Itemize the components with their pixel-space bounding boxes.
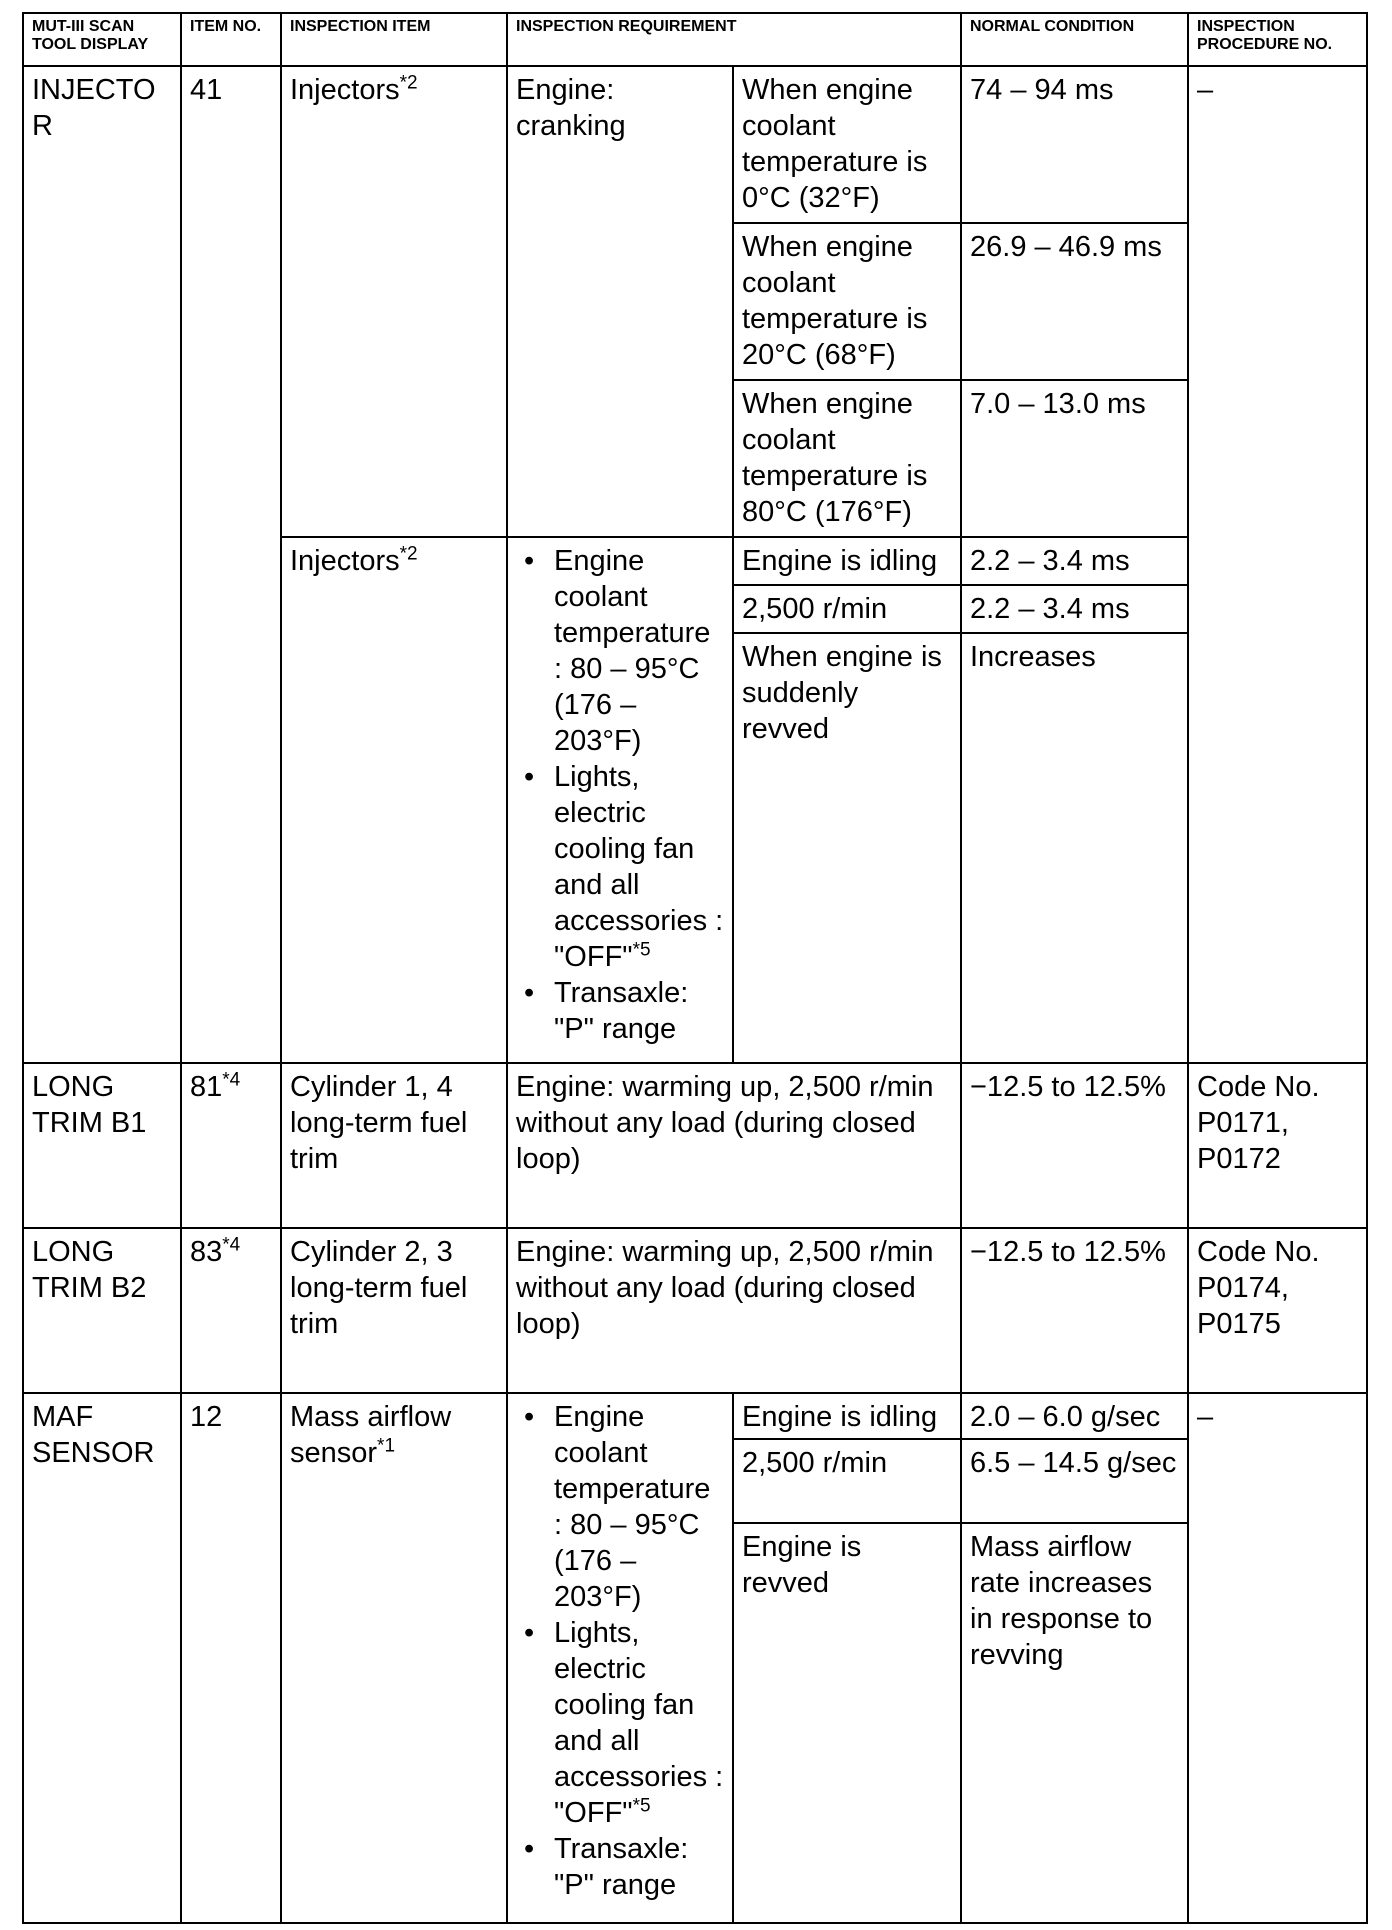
footnote-number: 5 (639, 939, 651, 961)
injector-item-cell-a (281, 66, 507, 537)
injector-item-text: Injectors (290, 74, 400, 106)
maf-procedure-cell: – (1188, 1393, 1367, 1923)
header-inspection-requirement: INSPECTION REQUIREMENT (507, 13, 961, 66)
bullet-icon: • (524, 977, 535, 1009)
footnote-marker: * (632, 1795, 640, 1817)
injector-normal-0c: 74 – 94 ms (961, 66, 1188, 223)
maf-normal-revved: Mass airflow rate increases in response to revving (961, 1523, 1188, 1923)
injector-display-cell: INJECTOR (23, 66, 181, 1063)
long-trim-b2-normal-cell: −12.5 to 12.5% (961, 1228, 1188, 1393)
requirement-list (516, 543, 724, 1047)
header-row (23, 13, 1367, 66)
bullet-icon: • (524, 545, 535, 577)
inspection-table-sheet (22, 12, 1366, 1922)
table-row (23, 66, 1367, 223)
footnote-ref (633, 939, 651, 960)
footnote-number: 5 (639, 1795, 651, 1817)
item-no-text: 83 (190, 1236, 223, 1268)
inspection-table (22, 12, 1368, 1924)
maf-normal-idling: 2.0 – 6.0 g/sec (961, 1393, 1188, 1439)
injector-condition-2500: 2,500 r/min (733, 585, 961, 633)
footnote-ref (400, 72, 418, 93)
long-trim-b1-display-cell: LONG TRIM B1 (23, 1063, 181, 1228)
injector-normal-2500: 2.2 – 3.4 ms (961, 585, 1188, 633)
long-trim-b1-normal-cell: −12.5 to 12.5% (961, 1063, 1188, 1228)
footnote-number: 4 (229, 1069, 241, 1091)
footnote-marker: * (399, 543, 408, 565)
footnote-marker: * (399, 72, 408, 94)
footnote-number: 4 (229, 1234, 241, 1256)
long-trim-b1-procedure-cell: Code No. P0171, P0172 (1188, 1063, 1367, 1228)
injector-condition-0c: When engine coolant temperature is 0°C (32°F) (733, 66, 961, 223)
table-row (23, 1228, 1367, 1393)
injector-condition-idling: Engine is idling (733, 537, 961, 585)
maf-item-no-cell: 12 (181, 1393, 281, 1923)
list-item (524, 759, 724, 975)
injector-condition-20c: When engine coolant temperature is 20°C (68°F) (733, 223, 961, 380)
footnote-ref (222, 1069, 240, 1090)
footnote-ref (377, 1435, 395, 1456)
requirement-transaxle: Transaxle: "P" range (554, 1833, 689, 1901)
long-trim-b2-procedure-cell: Code No. P0174, P0175 (1188, 1228, 1367, 1393)
footnote-marker: * (222, 1234, 230, 1256)
item-no-text: 81 (190, 1071, 223, 1103)
requirement-list (516, 1399, 724, 1903)
maf-item-cell (281, 1393, 507, 1923)
header-inspection-item: INSPECTION ITEM (281, 13, 507, 66)
footnote-marker: * (632, 939, 640, 961)
footnote-ref (222, 1234, 240, 1255)
requirement-transaxle: Transaxle: "P" range (554, 977, 689, 1045)
injector-requirement-list (507, 537, 733, 1063)
maf-condition-2500: 2,500 r/min (733, 1439, 961, 1523)
list-item (524, 1831, 724, 1903)
maf-requirement-list (507, 1393, 733, 1923)
header-procedure-no: INSPECTION PROCEDURE NO. (1188, 13, 1367, 66)
header-normal-condition: NORMAL CONDITION (961, 13, 1188, 66)
footnote-ref (633, 1795, 651, 1816)
requirement-lights: Lights, electric cooling fan and all accessories : "OFF" (554, 761, 724, 973)
list-item (524, 1615, 724, 1831)
footnote-number: 2 (407, 72, 418, 94)
maf-condition-revved: Engine is revved (733, 1523, 961, 1923)
long-trim-b2-item-no-cell (181, 1228, 281, 1393)
injector-normal-idling: 2.2 – 3.4 ms (961, 537, 1188, 585)
injector-condition-revved: When engine is suddenly revved (733, 633, 961, 1063)
maf-display-cell: MAF SENSOR (23, 1393, 181, 1923)
injector-item-no-cell: 41 (181, 66, 281, 1063)
bullet-icon: • (524, 1401, 535, 1433)
injector-item-cell-b (281, 537, 507, 1063)
maf-normal-2500: 6.5 – 14.5 g/sec (961, 1439, 1188, 1523)
injector-normal-80c: 7.0 – 13.0 ms (961, 380, 1188, 537)
long-trim-b1-item-cell: Cylinder 1, 4 long-term fuel trim (281, 1063, 507, 1228)
long-trim-b1-requirement-cell: Engine: warming up, 2,500 r/min without any load (during closed loop) (507, 1063, 961, 1228)
bullet-icon: • (524, 761, 535, 793)
table-row (23, 1393, 1367, 1439)
long-trim-b2-requirement-cell: Engine: warming up, 2,500 r/min without any load (during closed loop) (507, 1228, 961, 1393)
bullet-icon: • (524, 1617, 535, 1649)
injector-requirement-cranking: Engine: cranking (507, 66, 733, 537)
maf-condition-idling: Engine is idling (733, 1393, 961, 1439)
injector-procedure-cell: – (1188, 66, 1367, 1063)
bullet-icon: • (524, 1833, 535, 1865)
requirement-coolant: Engine coolant temperature : 80 – 95°C (176 – 203°F) (554, 1401, 711, 1613)
footnote-marker: * (377, 1435, 385, 1457)
table-row (23, 1063, 1367, 1228)
injector-normal-revved: Increases (961, 633, 1188, 1063)
footnote-number: 1 (384, 1435, 396, 1457)
list-item (524, 1399, 724, 1615)
requirement-lights: Lights, electric cooling fan and all accessories : "OFF" (554, 1617, 724, 1829)
requirement-coolant: Engine coolant temperature : 80 – 95°C (176 – 203°F) (554, 545, 711, 757)
long-trim-b1-item-no-cell (181, 1063, 281, 1228)
injector-condition-80c: When engine coolant temperature is 80°C (176°F) (733, 380, 961, 537)
maf-item-text: Mass airflow sensor (290, 1401, 452, 1469)
header-item-no: ITEM NO. (181, 13, 281, 66)
long-trim-b2-display-cell: LONG TRIM B2 (23, 1228, 181, 1393)
injector-item-text: Injectors (290, 545, 400, 577)
footnote-ref (400, 543, 418, 564)
footnote-marker: * (222, 1069, 230, 1091)
list-item (524, 543, 724, 759)
long-trim-b2-item-cell: Cylinder 2, 3 long-term fuel trim (281, 1228, 507, 1393)
injector-normal-20c: 26.9 – 46.9 ms (961, 223, 1188, 380)
list-item (524, 975, 724, 1047)
footnote-number: 2 (407, 543, 418, 565)
header-scan-tool-display: MUT-III SCAN TOOL DISPLAY (23, 13, 181, 66)
